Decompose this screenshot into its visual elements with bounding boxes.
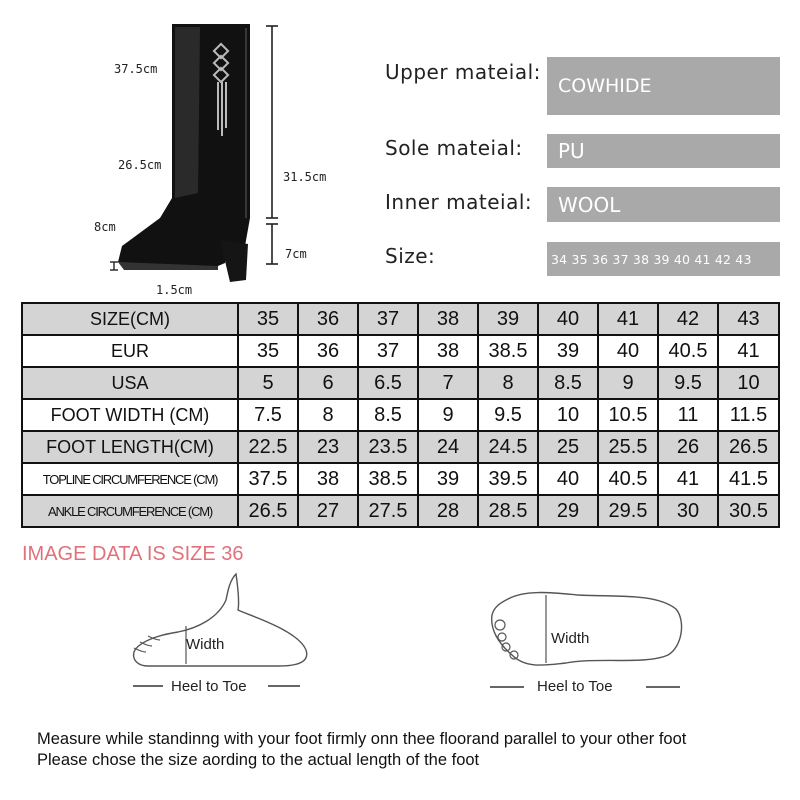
table-cell: 39 (418, 463, 478, 495)
table-cell: 38 (418, 335, 478, 367)
table-cell: 8.5 (538, 367, 598, 399)
table-cell: 36 (298, 303, 358, 335)
table-cell: 23.5 (358, 431, 418, 463)
foot-sole-width-label: Width (551, 630, 590, 647)
table-row (22, 367, 779, 399)
dim-platform: 1.5cm (156, 283, 193, 297)
table-cell: 35 (238, 303, 298, 335)
footer-instruction-2: Please chose the size aording to the actual length of the foot (37, 751, 480, 769)
table-cell: 27 (298, 495, 358, 527)
table-cell: 29 (538, 495, 598, 527)
table-cell: 39 (538, 335, 598, 367)
dim-heel-height: 7cm (285, 247, 307, 261)
image-data-note: IMAGE DATA IS SIZE 36 (22, 543, 244, 565)
table-cell: 24 (418, 431, 478, 463)
row-header: SIZE(CM) (22, 303, 238, 335)
sole-material-value: PU (547, 134, 780, 168)
table-cell: 37 (358, 335, 418, 367)
table-cell: 29.5 (598, 495, 658, 527)
table-cell: 40.5 (658, 335, 718, 367)
table-cell: 9.5 (478, 399, 538, 431)
table-cell: 26.5 (718, 431, 779, 463)
table-cell: 9 (598, 367, 658, 399)
foot-side-length-label: Heel to Toe (171, 678, 247, 695)
table-cell: 28.5 (478, 495, 538, 527)
inner-material-value: WOOL (547, 187, 780, 222)
row-header: USA (22, 367, 238, 399)
table-cell: 28 (418, 495, 478, 527)
footer-instruction-1: Measure while standinng with your foot firmly onn thee floorand parallel to your other foot (37, 730, 687, 748)
table-cell: 25.5 (598, 431, 658, 463)
shaft-dimension-line (266, 26, 278, 264)
table-cell: 26.5 (238, 495, 298, 527)
table-cell: 8 (298, 399, 358, 431)
table-cell: 7.5 (238, 399, 298, 431)
table-cell: 6.5 (358, 367, 418, 399)
inner-material-label: Inner mateial: (385, 190, 533, 214)
dim-mid-width: 26.5cm (118, 158, 162, 172)
table-cell: 22.5 (238, 431, 298, 463)
table-cell: 6 (298, 367, 358, 399)
foot-sole-outline (492, 593, 682, 666)
table-cell: 8.5 (358, 399, 418, 431)
table-cell: 10 (538, 399, 598, 431)
row-header: ANKLE CIRCUMFERENCE (CM) (22, 495, 238, 527)
foot-sole-length-label: Heel to Toe (537, 678, 613, 695)
upper-material-value: COWHIDE (547, 57, 780, 115)
table-cell: 41 (658, 463, 718, 495)
table-row (22, 463, 779, 495)
table-cell: 40 (538, 463, 598, 495)
table-cell: 9 (418, 399, 478, 431)
table-cell: 40.5 (598, 463, 658, 495)
table-cell: 11.5 (718, 399, 779, 431)
table-cell: 8 (478, 367, 538, 399)
row-header: TOPLINE CIRCUMFERENCE (CM) (22, 463, 238, 495)
table-cell: 23 (298, 431, 358, 463)
table-cell: 41 (598, 303, 658, 335)
upper-material-label: Upper mateial: (385, 60, 541, 84)
table-cell: 38.5 (478, 335, 538, 367)
table-cell: 30.5 (718, 495, 779, 527)
dim-top-width: 37.5cm (114, 62, 158, 76)
table-row (22, 303, 779, 335)
table-row (22, 495, 779, 527)
table-cell: 40 (538, 303, 598, 335)
table-cell: 42 (658, 303, 718, 335)
table-cell: 39.5 (478, 463, 538, 495)
table-cell: 35 (238, 335, 298, 367)
table-cell: 40 (598, 335, 658, 367)
table-cell: 10 (718, 367, 779, 399)
table-cell: 37 (358, 303, 418, 335)
table-cell: 30 (658, 495, 718, 527)
table-cell: 7 (418, 367, 478, 399)
table-cell: 43 (718, 303, 779, 335)
table-cell: 24.5 (478, 431, 538, 463)
row-header: EUR (22, 335, 238, 367)
table-row (22, 431, 779, 463)
table-cell: 39 (478, 303, 538, 335)
table-cell: 26 (658, 431, 718, 463)
table-cell: 38.5 (358, 463, 418, 495)
table-cell: 38 (298, 463, 358, 495)
dim-shaft-height: 31.5cm (283, 170, 327, 184)
size-label: Size: (385, 244, 436, 268)
table-cell: 41 (718, 335, 779, 367)
row-header: FOOT LENGTH(CM) (22, 431, 238, 463)
table-row (22, 335, 779, 367)
table-cell: 27.5 (358, 495, 418, 527)
table-row (22, 399, 779, 431)
table-cell: 41.5 (718, 463, 779, 495)
table-cell: 36 (298, 335, 358, 367)
table-cell: 37.5 (238, 463, 298, 495)
size-range-value: 34 35 36 37 38 39 40 41 42 43 (547, 242, 780, 276)
size-chart-table (21, 302, 780, 528)
sole-material-label: Sole mateial: (385, 136, 523, 160)
table-cell: 25 (538, 431, 598, 463)
table-cell: 5 (238, 367, 298, 399)
table-cell: 9.5 (658, 367, 718, 399)
row-header: FOOT WIDTH (CM) (22, 399, 238, 431)
foot-side-width-label: Width (186, 636, 225, 653)
table-cell: 11 (658, 399, 718, 431)
table-cell: 38 (418, 303, 478, 335)
dim-heel-back: 8cm (94, 220, 116, 234)
table-cell: 10.5 (598, 399, 658, 431)
